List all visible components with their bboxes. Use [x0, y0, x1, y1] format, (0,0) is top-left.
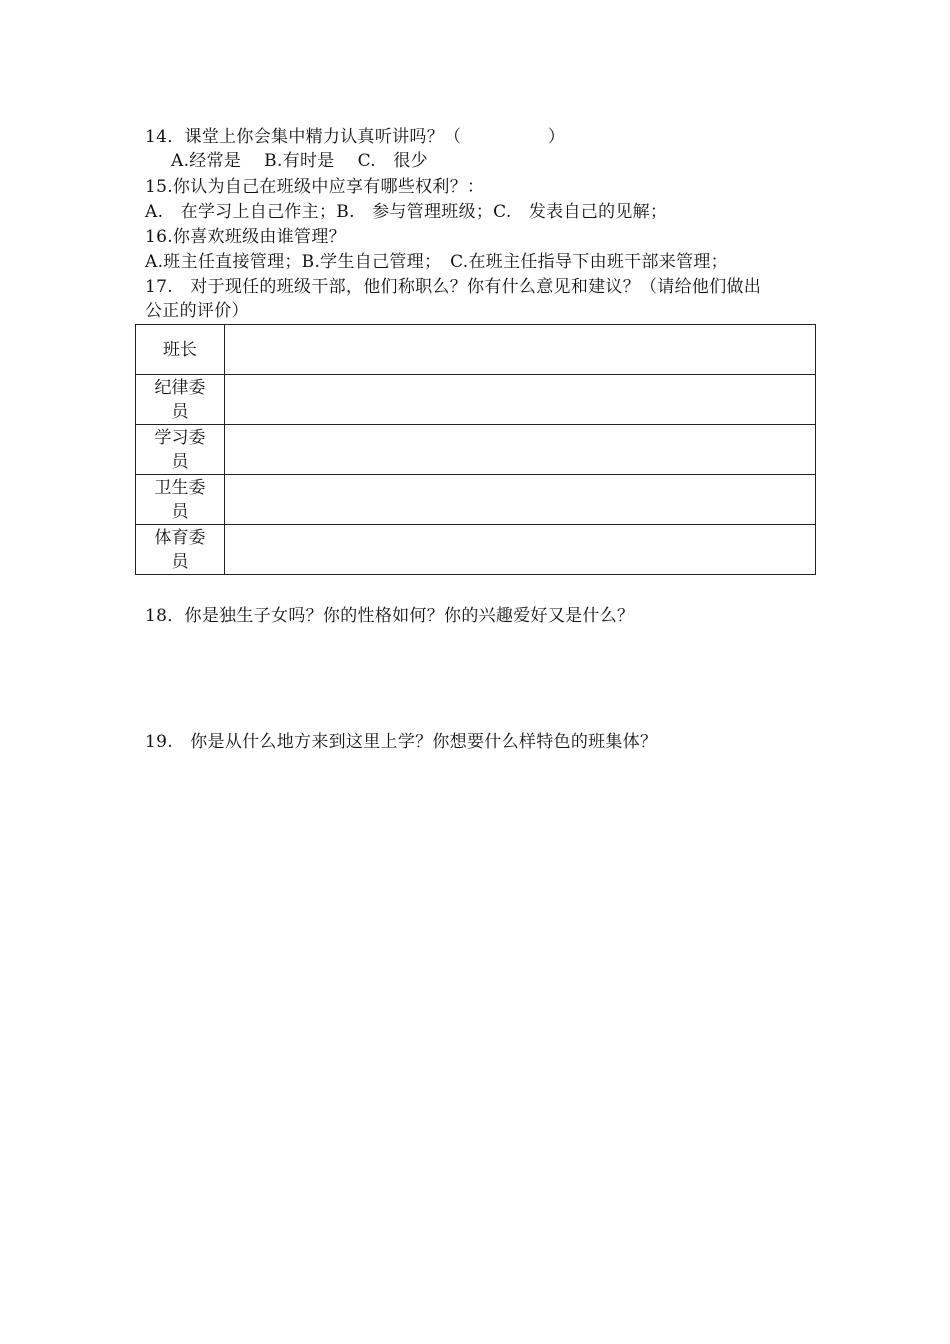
question-16-options: A.班主任直接管理；B.学生自己管理； C.在班主任指导下由班干部来管理； — [145, 252, 728, 272]
role-cell — [136, 475, 225, 525]
comment-cell[interactable] — [225, 325, 816, 375]
comment-cell[interactable] — [225, 525, 816, 575]
comment-cell[interactable] — [225, 375, 816, 425]
role-label: 体育委员 — [154, 527, 206, 572]
question-17-line-1: 17. 对于现任的班级干部，他们称职么？你有什么意见和建议？（请给他们做出 — [145, 277, 762, 297]
role-label: 班长 — [163, 339, 197, 360]
question-14-options: A.经常是 B.有时是 C. 很少 — [171, 151, 428, 171]
role-cell — [136, 425, 225, 475]
cadre-evaluation-table — [135, 324, 816, 575]
table-row — [136, 325, 816, 375]
table-row — [136, 425, 816, 475]
question-17-line-2: 公正的评价） — [145, 301, 249, 321]
question-14: 14．课堂上你会集中精力认真听讲吗？（ ） — [145, 127, 566, 147]
question-15-options: A. 在学习上自己作主；B. 参与管理班级；C. 发表自己的见解； — [145, 202, 668, 222]
role-label: 纪律委员 — [154, 377, 206, 422]
role-label: 学习委员 — [154, 427, 206, 472]
role-cell — [136, 375, 225, 425]
question-16: 16.你喜欢班级由谁管理？ — [145, 227, 346, 247]
question-18: 18．你是独生子女吗？你的性格如何？你的兴趣爱好又是什么？ — [145, 606, 635, 626]
role-label: 卫生委员 — [154, 477, 206, 522]
question-19: 19. 你是从什么地方来到这里上学？你想要什么样特色的班集体？ — [145, 732, 658, 752]
question-15: 15.你认为自己在班级中应享有哪些权利？： — [145, 177, 485, 197]
comment-cell[interactable] — [225, 475, 816, 525]
table-row — [136, 525, 816, 575]
role-cell — [136, 525, 225, 575]
table-row — [136, 375, 816, 425]
comment-cell[interactable] — [225, 425, 816, 475]
table-row — [136, 475, 816, 525]
role-cell — [136, 325, 225, 375]
